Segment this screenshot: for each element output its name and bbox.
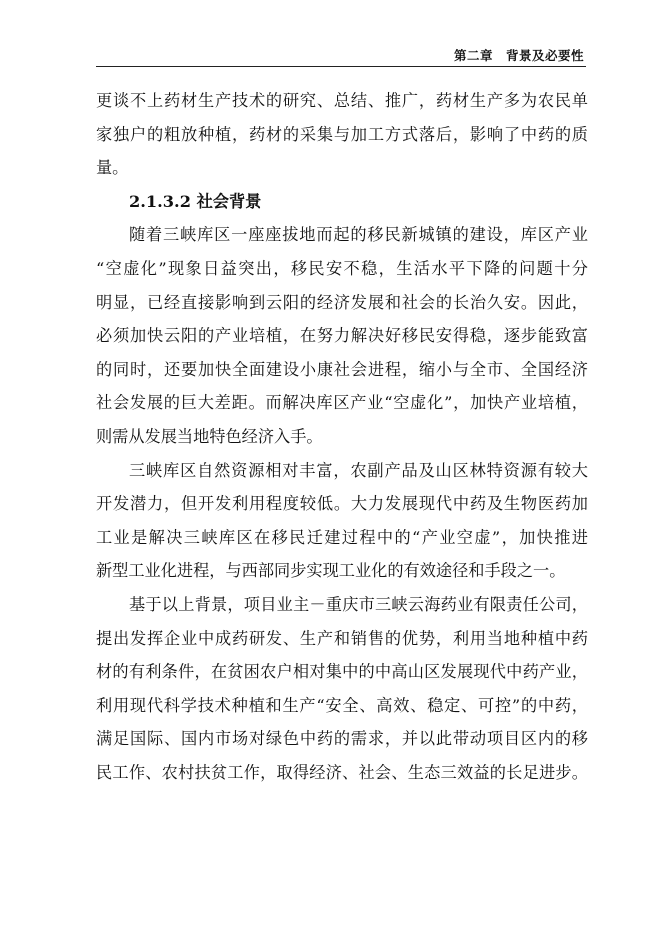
text-line: 量。 bbox=[96, 158, 129, 178]
section-heading: 2.1.3.2 社会背景 bbox=[129, 191, 262, 211]
chapter-title: 第二章 背景及必要性 bbox=[453, 48, 584, 63]
text-line: 家独户的粗放种植，药材的采集与加工方式落后，影响了中药的质 bbox=[96, 124, 588, 144]
paragraph-start-line: 三峡库区自然资源相对丰富，农副产品及山区林特资源有较大 bbox=[129, 460, 588, 480]
text-line: “空虚化”现象日益突出，移民安不稳，生活水平下降的问题十分 bbox=[96, 258, 588, 278]
text-line: 利用现代科学技术种植和生产“安全、高效、稳定、可控”的中药， bbox=[96, 695, 588, 715]
text-line: 必须加快云阳的产业培植，在努力解决好移民安得稳，逐步能致富 bbox=[96, 326, 588, 346]
text-line: 开发潜力，但开发利用程度较低。大力发展现代中药及生物医药加 bbox=[96, 494, 588, 514]
text-line: 更谈不上药材生产技术的研究、总结、推广，药材生产多为农民单 bbox=[96, 91, 588, 110]
text-line: 新型工业化进程，与西部同步实现工业化的有效途径和手段之一。 bbox=[96, 561, 566, 581]
page-header bbox=[96, 44, 586, 67]
text-line: 满足国际、国内市场对绿色中药的需求，并以此带动项目区内的移 bbox=[96, 729, 588, 749]
text-line: 工业是解决三峡库区在移民迁建过程中的“产业空虚”，加快推进 bbox=[96, 527, 588, 547]
text-line: 则需从发展当地特色经济入手。 bbox=[96, 426, 323, 446]
text-line: 的同时，还要加快全面建设小康社会进程，缩小与全市、全国经济 bbox=[96, 359, 588, 379]
document-body bbox=[96, 84, 588, 789]
text-line: 材的有利条件，在贫困农户相对集中的中高山区发展现代中药产业， bbox=[96, 662, 588, 682]
paragraph-start-line: 随着三峡库区一座座拔地而起的移民新城镇的建设，库区产业 bbox=[129, 225, 588, 245]
text-line: 明显，已经直接影响到云阳的经济发展和社会的长治久安。因此， bbox=[96, 292, 588, 312]
text-line: 社会发展的巨大差距。而解决库区产业“空虚化”，加快产业培植， bbox=[96, 393, 588, 413]
text-line: 民工作、农村扶贫工作，取得经济、社会、生态三效益的长足进步。 bbox=[96, 762, 588, 782]
text-line: 提出发挥企业中成药研发、生产和销售的优势，利用当地种植中药 bbox=[96, 628, 588, 648]
paragraph-start-line: 基于以上背景，项目业主－重庆市三峡云海药业有限责任公司， bbox=[129, 594, 588, 614]
